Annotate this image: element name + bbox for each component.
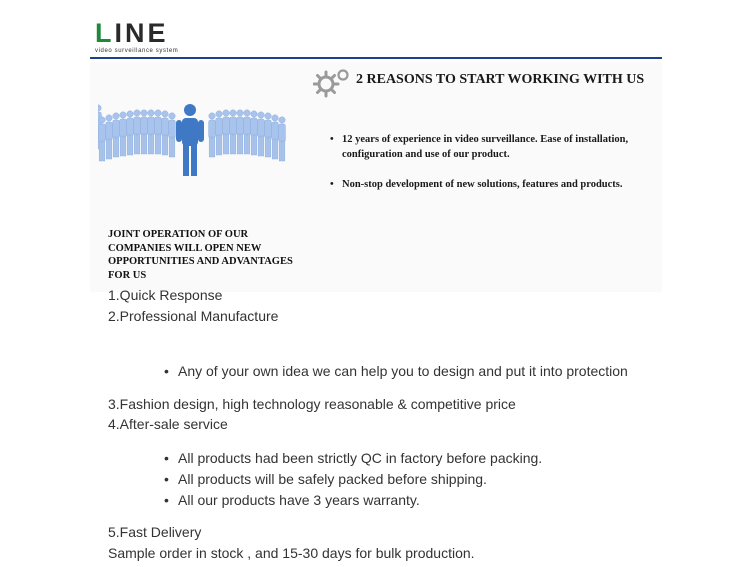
list-item: • All products will be safely packed before shipping. [163,470,542,491]
item-fashion-design: 3.Fashion design, high technology reasonable & competitive price [108,396,516,412]
list-item: • Any of your own idea we can help you to design and put it into protection [163,362,628,383]
header-divider [90,57,662,59]
list-item: • All our products have 3 years warranty. [163,491,542,512]
reasons-list [330,132,660,207]
leader-figure [176,104,204,176]
reason-item: • Non-stop development of new solutions, features and products. [330,177,660,192]
reasons-heading [356,72,644,88]
item-after-sale-service: 4.After-sale service [108,416,228,432]
after-sale-bullet-list [163,449,542,512]
list-item: • All products had been strictly QC in factory before packing. [163,449,542,470]
reasons-title-text: REASONS TO START WORKING WITH US [366,72,645,87]
joint-operation-text: JOINT OPERATION OF OUR COMPANIES WILL OPEN NEW OPPORTUNITIES AND ADVANTAGES FOR US [108,229,293,281]
people-crowd-illustration [98,100,288,180]
design-bullet-list [163,362,628,383]
delivery-note: Sample order in stock , and 15-30 days for bulk production. [108,545,475,561]
item-quick-response: 1.Quick Response [108,287,223,303]
item-professional-manufacture: 2.Professional Manufacture [108,308,279,324]
reason-item: • 12 years of experience in video surveillance. Ease of installation, configuration and use of our product. [330,132,660,162]
item-fast-delivery: 5.Fast Delivery [108,524,202,540]
logo-tagline: video surveillance system [95,48,179,54]
gears-icon [313,66,353,98]
brand-logo [95,20,178,54]
reasons-number: 2 [356,72,363,87]
logo-wordmark: LINE [95,18,169,48]
